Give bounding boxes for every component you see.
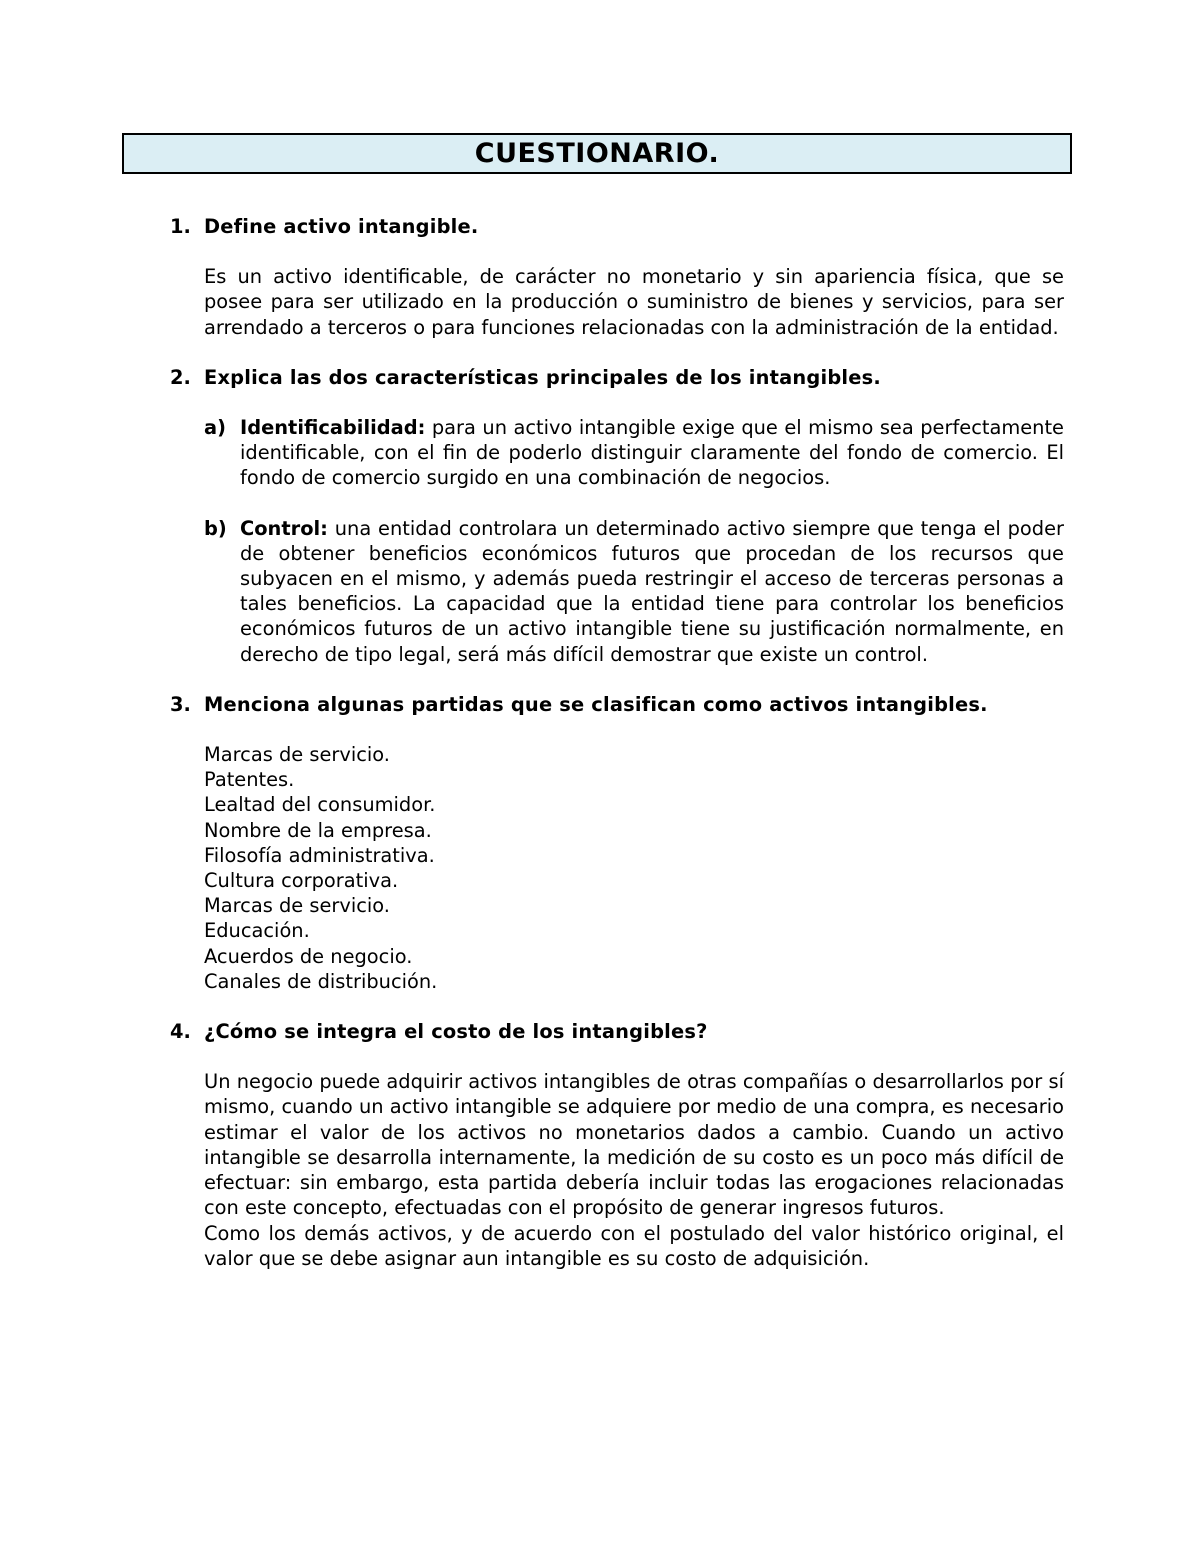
list-item: Educación. (204, 919, 310, 943)
list-item: Cultura corporativa. (204, 869, 399, 893)
list-item: Marcas de servicio. (204, 894, 390, 918)
item-body (240, 415, 1064, 491)
item-description: para un activo intangible exige que el mismo sea perfectamente identificable, con el fin de poderlo distinguir claramente del fondo de comercio. El fondo de comercio surgido en una combinación de negocios. (240, 416, 1064, 490)
item-body (240, 516, 1064, 667)
list-item: Marcas de servicio. (204, 743, 390, 767)
item-term: Identificabilidad: (240, 416, 426, 440)
title-banner (122, 133, 1072, 174)
list-item: Filosofía administrativa. (204, 843, 435, 867)
page-title: CUESTIONARIO. (474, 138, 720, 169)
question-text: Define activo intangible. (204, 215, 479, 238)
question-2 (170, 365, 1064, 390)
question-text: Menciona algunas partidas que se clasifican como activos intangibles. (204, 692, 988, 716)
item-label: b) (204, 516, 227, 540)
question-number: 2. (170, 365, 191, 389)
list-item: Nombre de la empresa. (204, 818, 432, 842)
list-item: Acuerdos de negocio. (204, 944, 413, 968)
question-number: 3. (170, 692, 191, 716)
item-term: Control: (240, 516, 328, 540)
answer-paragraph: Como los demás activos, y de acuerdo con el postulado del valor histórico original, el valor que se debe asignar aun intangible es su costo de adquisición. (204, 1221, 1064, 1270)
answer-4 (204, 1069, 1064, 1271)
answer-1 (204, 264, 1064, 340)
list-item: Patentes. (204, 768, 295, 792)
answer-paragraph: Es un activo identificable, de carácter no monetario y sin apariencia física, que se posee para ser utilizado en la producción o suministro de bienes y servicios, para ser arrendado a terceros o para funciones relacionadas con la administración de la entidad. (204, 265, 1064, 339)
question-text: ¿Cómo se integra el costo de los intangibles? (204, 1020, 708, 1044)
characteristic-b (204, 516, 1064, 667)
question-3 (170, 692, 1064, 717)
question-1 (170, 214, 1064, 239)
characteristic-a (204, 415, 1064, 491)
item-label: a) (204, 416, 226, 440)
list-item: Lealtad del consumidor. (204, 793, 436, 817)
questionnaire-body (170, 214, 1064, 1271)
question-number: 4. (170, 1020, 191, 1044)
intangible-items-list (204, 742, 1064, 994)
item-description: una entidad controlara un determinado activo siempre que tenga el poder de obtener beneficios económicos futuros que procedan de los recursos que subyacen en el mismo, y además pueda restringir el acceso de terceras personas a tales beneficios. La capacidad que la entidad tiene para controlar los beneficios económicos futuros de un activo intangible tiene su justificación normalmente, en derecho de tipo legal, será más difícil demostrar que existe un control. (240, 516, 1064, 666)
answer-paragraph: Un negocio puede adquirir activos intangibles de otras compañías o desarrollarlos por sí mismo, cuando un activo intangible se adquiere por medio de una compra, es necesario estimar el valor de los activos no monetarios dados a cambio. Cuando un activo intangible se desarrolla internamente, la medición de su costo es un poco más difícil de efectuar: sin embargo, esta partida debería incluir todas las erogaciones relacionadas con este concepto, efectuadas con el propósito de generar ingresos futuros. (204, 1070, 1064, 1220)
question-text: Explica las dos características principales de los intangibles. (204, 365, 881, 389)
list-item: Canales de distribución. (204, 969, 438, 993)
question-number: 1. (170, 215, 191, 238)
question-4 (170, 1019, 1064, 1044)
